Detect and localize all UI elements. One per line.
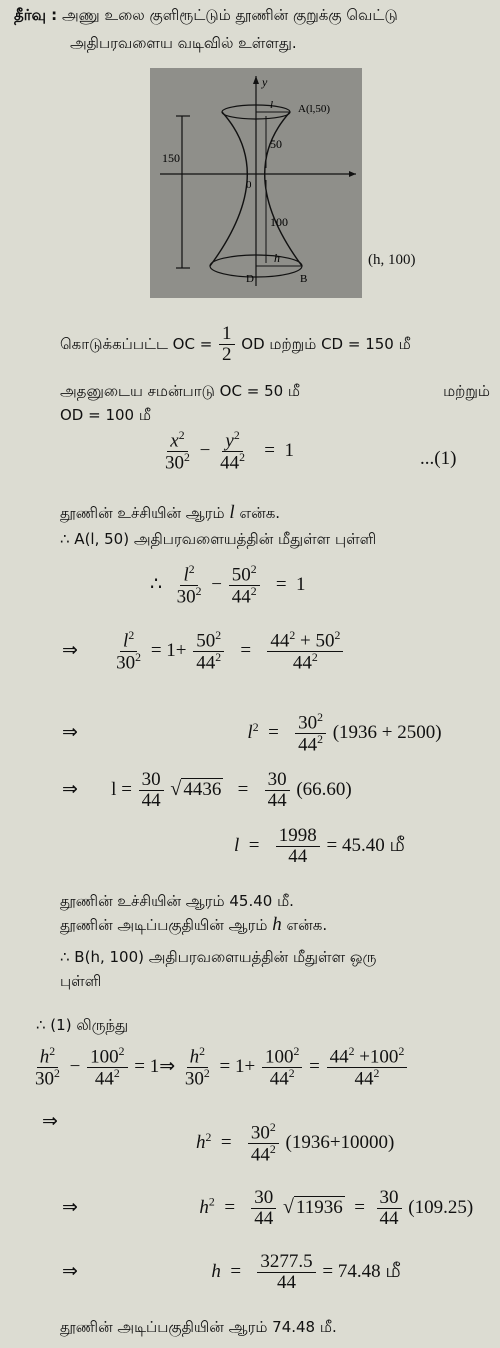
- equation-ref: ...(1): [420, 448, 457, 469]
- eq-text-a: அதனுடைய சமன்பாடு OC = 50 மீ: [60, 382, 301, 400]
- let-h-line: [60, 914, 327, 936]
- l-result: = 45.40 மீ: [326, 834, 405, 856]
- l-step-1: ⇒ $\frac{l^2}{30^2}$ = 1+ $\frac{50^2}{44^2}$ = $\frac{44^2 + 50^2}{44^2}$: [62, 630, 345, 673]
- n4436: 4436: [183, 778, 222, 800]
- top-radius-line: தூணின் உச்சியின் ஆரம் 45.40 மீ.: [60, 892, 294, 910]
- from-eq-1: ∴ (1) லிருந்து: [36, 1016, 129, 1034]
- given-line: [60, 324, 411, 365]
- h-result: = 74.48 மீ: [322, 1260, 401, 1282]
- eq-text-b: மற்றும்: [443, 382, 490, 400]
- intro-line-2: அதிபரவளைய வடிவில் உள்ளது.: [70, 34, 297, 52]
- equation-line-2: OD = 100 மீ: [60, 406, 151, 424]
- l-step-2: ⇒ $l^2$ = $\frac{30^2}{44^2}$ (1936 + 2500): [62, 711, 442, 756]
- equation-line-1: [60, 382, 490, 402]
- base-radius-line: தூணின் அடிப்பகுதியின் ஆரம் 74.48 மீ.: [60, 1318, 337, 1336]
- point-a-line: ∴ A(l, 50) அதிபரவளையத்தின் மீதுள்ள புள்ளி: [60, 530, 377, 548]
- n44: 44: [288, 845, 308, 867]
- l-equals: l =: [111, 778, 137, 800]
- dim-100-label: 100: [270, 215, 288, 229]
- l-label: l: [270, 99, 274, 111]
- let-l-line: [60, 502, 280, 524]
- l-step-4: l = $\frac{1998}{44}$ = 45.40 மீ: [234, 825, 405, 867]
- n11936: 11936: [295, 1196, 343, 1218]
- n44-b: 44: [277, 1271, 297, 1293]
- given-text-1: கொடுக்கப்பட்ட OC =: [60, 334, 213, 353]
- h-implies: ⇒: [42, 1111, 58, 1132]
- dim-150-label: 150: [162, 151, 180, 165]
- h-step-1: $\frac{h^2}{30^2}$ − $\frac{100^2}{44^2}$ = 1⇒ $\frac{h^2}{30^2}$ = 1+ $\frac{100^2}{44^2}$ = $\frac{44^2 +100^2}{44^2}$: [30, 1046, 409, 1089]
- n1936-2500: (1936 + 2500): [332, 722, 442, 744]
- l-step-3: ⇒ l = $\frac{30}{44}$ √ 4436 = $\frac{30}{44}$ (66.60): [62, 769, 352, 811]
- h100-label: (h, 100): [368, 252, 416, 268]
- given-text-2: OD மற்றும் CD = 150 மீ: [241, 334, 411, 353]
- let-h-text: தூணின் அடிப்பகுதியின் ஆரம்: [60, 916, 268, 934]
- n1998: 1998: [276, 826, 320, 847]
- let-h-var: h: [272, 914, 282, 935]
- h-step-2: $h^2$ = $\frac{30^2}{44^2}$ (1936+10000): [196, 1121, 395, 1166]
- hyperbola-tower-diagram: [150, 68, 362, 298]
- dim-50-label: 50: [270, 137, 282, 151]
- point-b-label: B: [300, 273, 308, 285]
- point-b-line: ∴ B(h, 100) அதிபரவளையத்தின் மீதுள்ள ஒரு: [60, 948, 377, 966]
- y-axis-label: y: [262, 75, 268, 89]
- origin-label: 0: [246, 179, 252, 191]
- intro-text-1: அணு உலை குளிரூட்டும் தூணின் குறுக்கு வெட்டு: [61, 6, 398, 24]
- half-fraction: [219, 324, 235, 365]
- h-step-3: ⇒ $h^2$ = $\frac{30}{44}$ √ 11936 = $\frac{30}{44}$ (109.25): [62, 1187, 474, 1229]
- hyperbola-equation: $\frac{x^2}{30^2}$ − $\frac{y^2}{44^2}$ = 1: [165, 429, 294, 474]
- half-num: 1: [219, 324, 235, 345]
- solution-heading: தீர்வு :: [14, 6, 58, 24]
- n1936-10000: (1936+10000): [285, 1132, 395, 1154]
- let-l-end: என்க.: [239, 504, 281, 522]
- intro-line-1: [14, 6, 398, 26]
- n32775: 3277.5: [257, 1252, 315, 1273]
- point-b-line-2: புள்ளி: [60, 972, 102, 990]
- n10925: (109.25): [408, 1196, 474, 1218]
- l-substitution: ∴ $\frac{l^2}{30^2}$ − $\frac{50^2}{44^2}$ = 1: [150, 563, 306, 608]
- let-h-end: என்க.: [286, 916, 328, 934]
- let-l-var: l: [229, 502, 235, 523]
- n6660: (66.60): [296, 778, 352, 800]
- let-l-text: தூணின் உச்சியின் ஆரம்: [60, 504, 225, 522]
- h-step-4: ⇒ h = $\frac{3277.5}{44}$ = 74.48 மீ: [62, 1251, 401, 1293]
- point-d-label: D: [246, 273, 254, 285]
- h-label: h: [274, 251, 280, 265]
- point-a-label: A(l,50): [298, 103, 331, 115]
- half-den: 2: [222, 343, 232, 365]
